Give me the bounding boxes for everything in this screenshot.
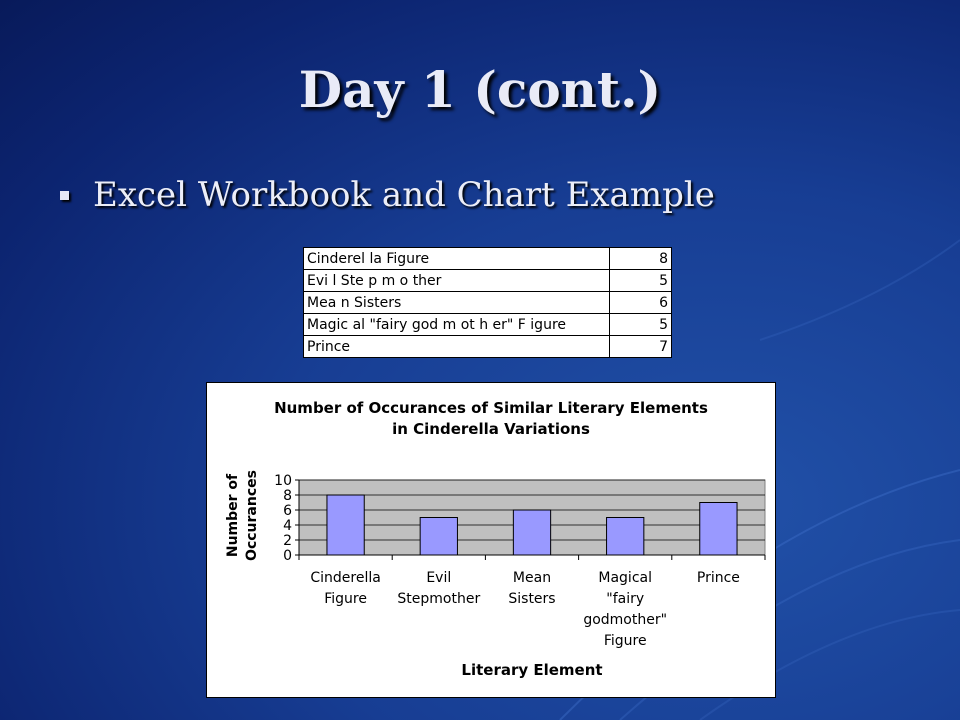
chart-title: in Cinderella Variations <box>392 420 590 438</box>
x-tick-label: Prince <box>696 570 740 586</box>
bullet-text: Excel Workbook and Chart Example <box>93 175 715 215</box>
bar <box>327 495 364 555</box>
x-tick-label: Stepmother <box>397 591 481 607</box>
row-label: Evi l Ste p m o ther <box>304 270 610 292</box>
row-value: 5 <box>610 314 672 336</box>
x-tick-label: Magical <box>598 570 653 586</box>
bar <box>513 510 550 555</box>
bar <box>607 518 644 556</box>
y-tick-label: 8 <box>283 488 292 504</box>
row-label: Mea n Sisters <box>304 292 610 314</box>
y-axis-label: Number of <box>225 473 241 558</box>
row-label: Prince <box>304 336 610 358</box>
x-tick-label: Mean <box>512 570 552 586</box>
row-label: Cinderel la Figure <box>304 248 610 270</box>
x-tick-label: Figure <box>603 633 647 649</box>
y-tick-label: 10 <box>274 473 292 489</box>
bar <box>700 503 737 556</box>
x-tick-label: Figure <box>324 591 367 607</box>
x-tick-label: Cinderella <box>310 570 381 586</box>
table-row <box>304 336 672 358</box>
workbook-table <box>303 247 672 358</box>
row-label: Magic al "fairy god m ot h er" F igure <box>304 314 610 336</box>
row-value: 7 <box>610 336 672 358</box>
bar <box>420 518 457 556</box>
table-row <box>304 270 672 292</box>
x-tick-label: godmother" <box>583 612 668 628</box>
x-axis-label: Literary Element <box>461 661 603 679</box>
bullet-square-icon <box>60 191 69 200</box>
row-value: 8 <box>610 248 672 270</box>
y-tick-label: 6 <box>283 503 292 519</box>
y-tick-label: 4 <box>283 518 292 534</box>
bar-chart <box>207 383 775 697</box>
x-tick-label: "fairy <box>606 591 645 607</box>
chart-title: Number of Occurances of Similar Literary Elements <box>274 399 708 417</box>
x-tick-label: Evil <box>426 570 452 586</box>
row-value: 5 <box>610 270 672 292</box>
slide-title: Day 1 (cont.) <box>298 60 662 119</box>
bullet-item <box>60 175 715 215</box>
row-value: 6 <box>610 292 672 314</box>
chart-container <box>206 382 776 698</box>
y-tick-label: 0 <box>283 548 292 564</box>
table-row <box>304 292 672 314</box>
y-axis-label: Occurances <box>244 470 260 561</box>
table-row <box>304 248 672 270</box>
table-row <box>304 314 672 336</box>
y-tick-label: 2 <box>283 533 292 549</box>
x-tick-label: Sisters <box>508 591 556 607</box>
